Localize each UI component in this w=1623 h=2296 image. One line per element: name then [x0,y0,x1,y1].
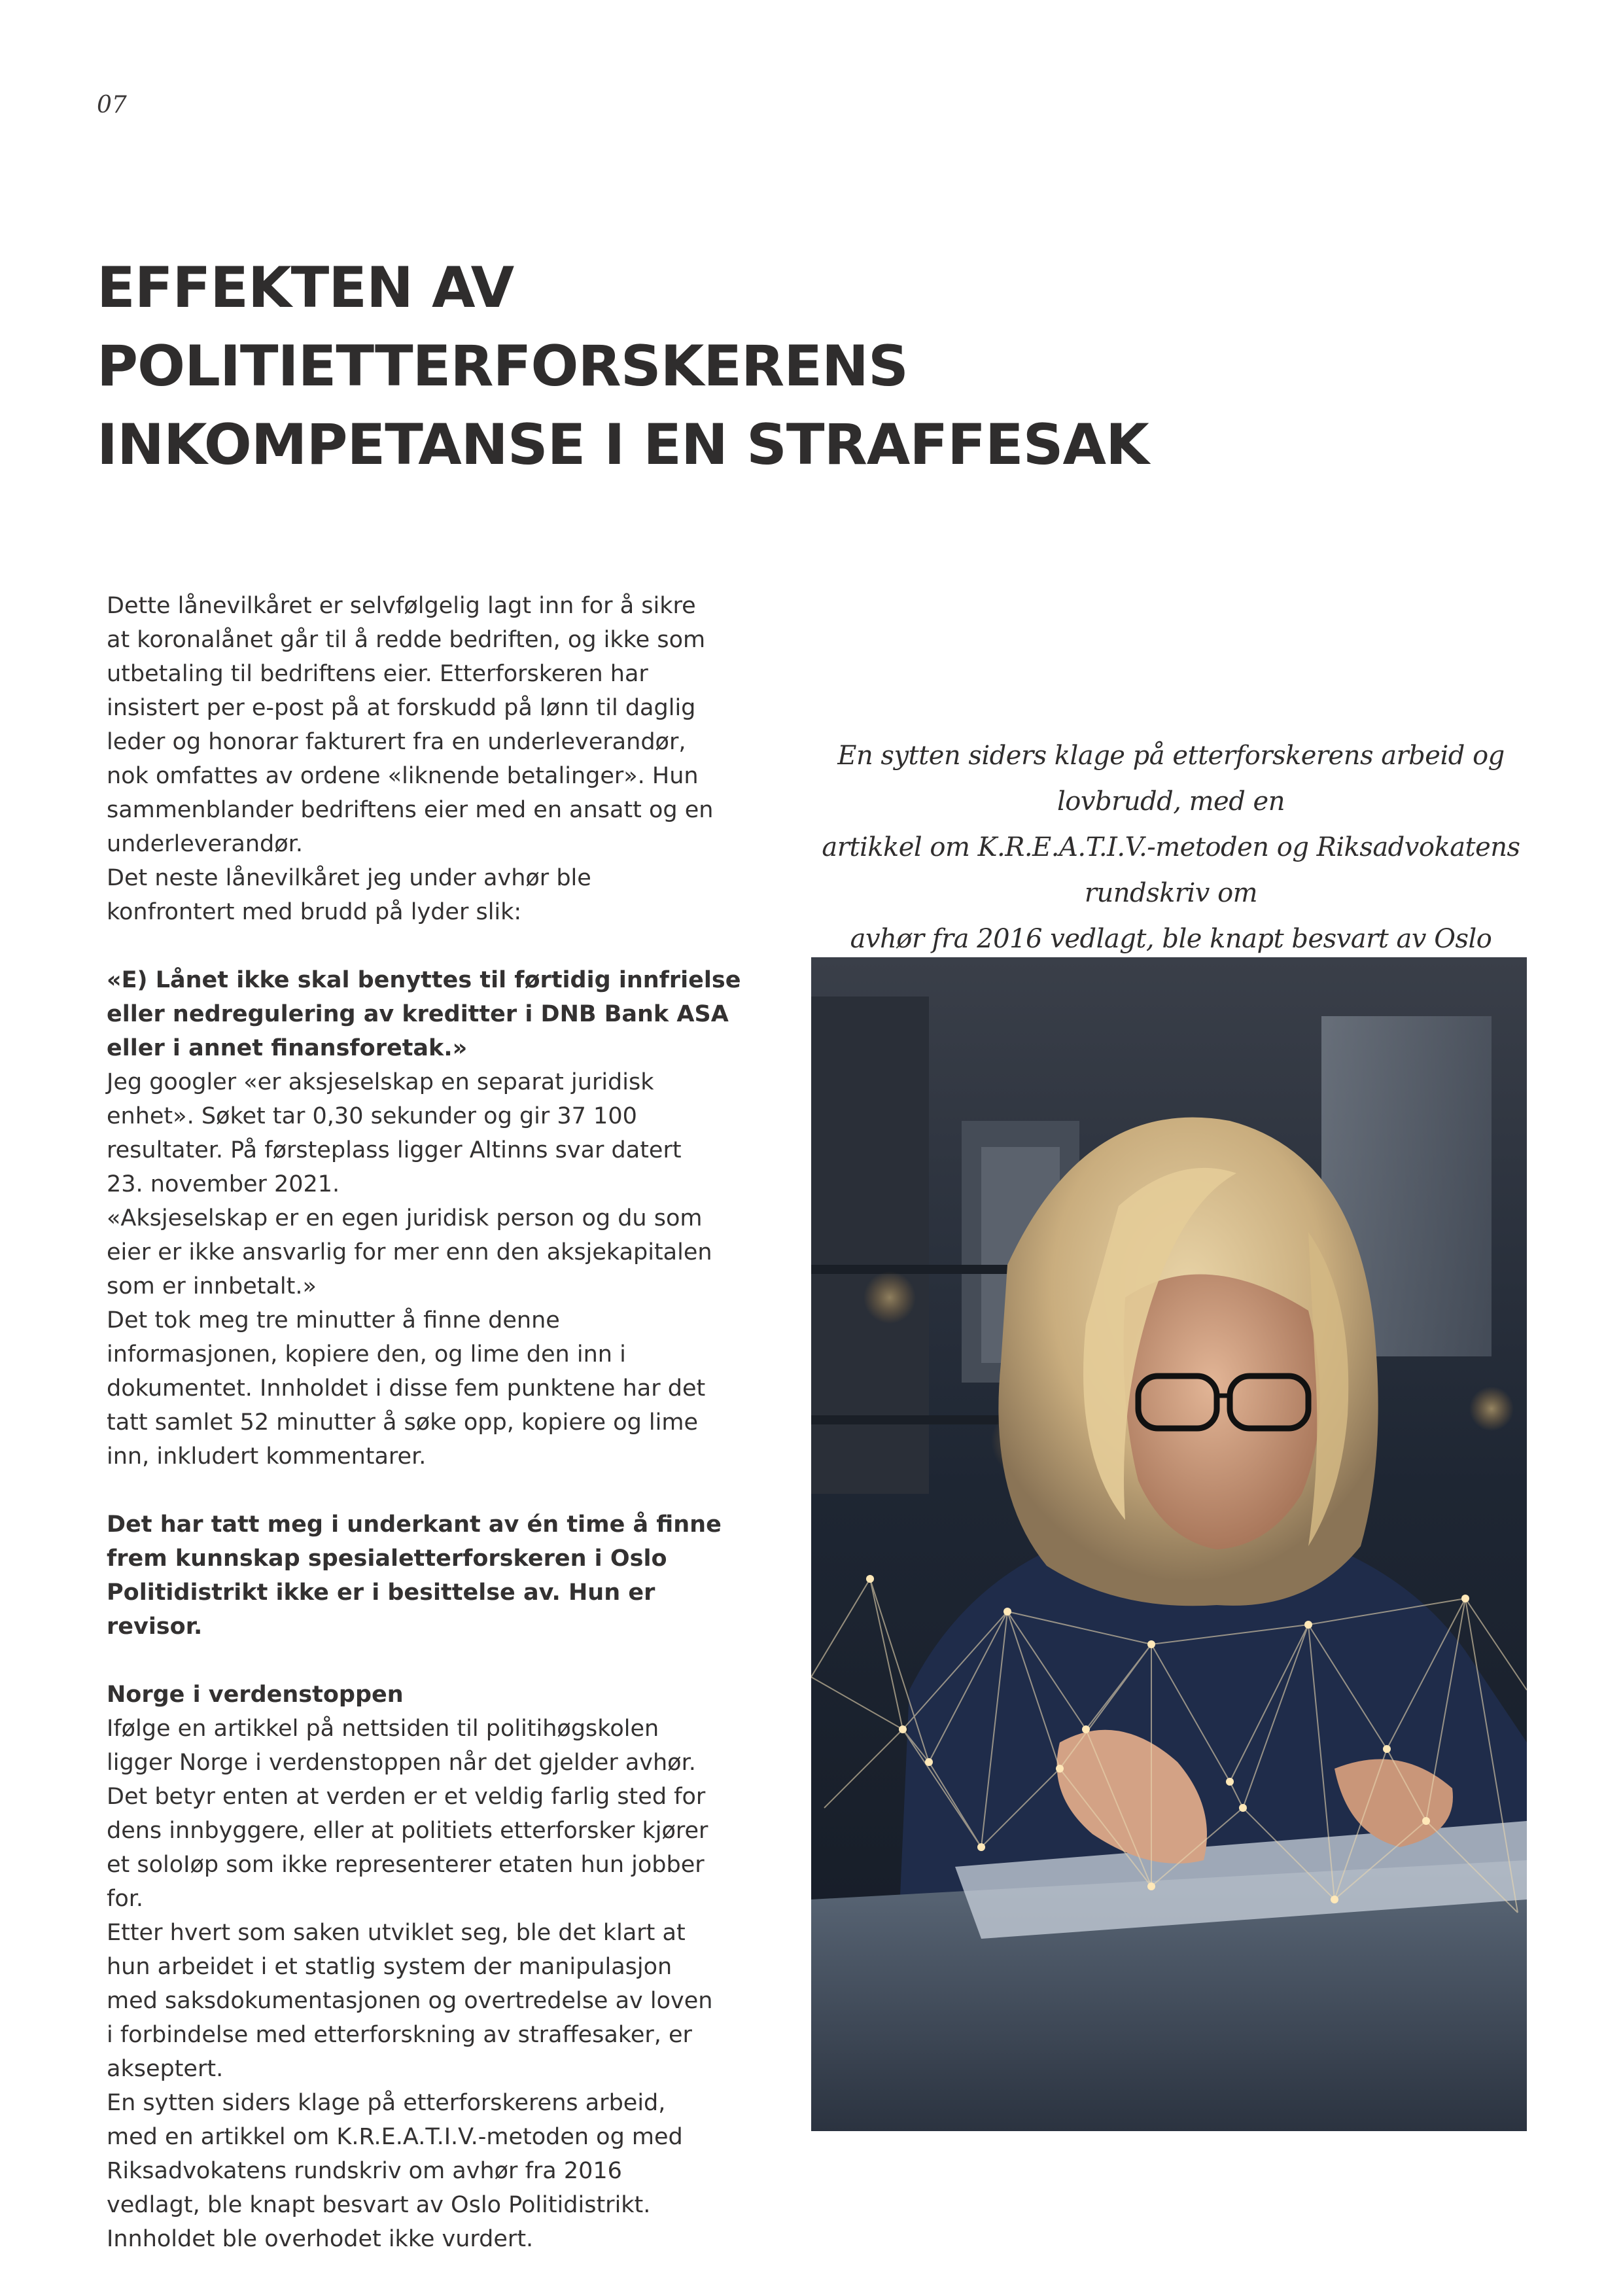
emphasis-line: Politidistrikt ikke er i besittelse av. Hun er revisor. [107,1580,655,1640]
body-line: som er innbetalt.» [107,1273,317,1299]
body-line: Det neste lånevilkåret jeg under avhør ble [107,865,591,891]
body-line: resultater. På førsteplass ligger Altinns svar datert [107,1137,682,1163]
body-line: Jeg googler «er aksjeselskap en separat juridisk [107,1069,654,1095]
body-line: dokumentet. Innholdet i disse fem punktene har det [107,1375,706,1402]
body-line: Etter hvert som saken utviklet seg, ble det klart at [107,1920,686,1946]
body-line: tatt samlet 52 minutter å søke opp, kopiere og lime [107,1409,698,1436]
body-line: informasjonen, kopiere den, og lime den inn i [107,1341,626,1368]
emphasis-line: Det har tatt meg i underkant av én time å finne [107,1511,722,1538]
body-line: inn, inkludert kommentarer. [107,1443,427,1470]
body-line: Ifølge en artikkel på nettsiden til politihøgskolen [107,1716,659,1742]
body-line: i forbindelse med etterforskning av straffesaker, er [107,2022,692,2048]
body-line: dens innbyggere, eller at politiets etterforsker kjører [107,1818,708,1844]
photo-woman-at-desk [811,957,1527,2131]
pull-quote-line: avhør fra 2016 vedlagt, ble knapt besvart av Oslo [850,924,1492,954]
section-heading: Norge i verdenstoppen [107,1682,404,1708]
body-line: Det betyr enten at verden er et veldig farlig sted for [107,1784,706,1810]
body-line: «Aksjeselskap er en egen juridisk person og du som [107,1205,703,1231]
page-number: 07 [97,92,127,118]
body-line: enhet». Søket tar 0,30 sekunder og gir 37 100 [107,1103,637,1129]
title-line: INKOMPETANSE I EN STRAFFESAK [97,412,1149,478]
quoted-condition: eller nedregulering av kreditter i DNB Bank ASA [107,1001,729,1027]
paragraph-gap [107,1644,748,1678]
body-line: akseptert. [107,2056,224,2082]
title-line: EFFEKTEN AV [97,255,514,321]
quoted-condition: «E) Lånet ikke skal benyttes til førtidig innfrielse [107,967,741,993]
body-line: hun arbeidet i et statlig system der manipulasjon [107,1954,672,1980]
body-line: eier er ikke ansvarlig for mer enn den aksjekapitalen [107,1239,712,1265]
body-line: konfrontert med brudd på lyder slik: [107,899,522,925]
body-line: leder og honorar fakturert fra en underleverandør, [107,729,686,755]
body-line: et soloIøp som ikke representerer etaten hun jobber [107,1852,705,1878]
body-line: Innholdet ble overhodet ikke vurdert. [107,2226,534,2252]
pull-quote-line: En sytten siders klage på etterforskerens arbeid og lovbrudd, med en [837,741,1505,817]
quoted-condition: eller i annet finansforetak.» [107,1035,468,1061]
body-line: utbetaling til bedriftens eier. Etterforskeren har [107,661,648,687]
pull-quote-line: artikkel om K.R.E.A.T.I.V.-metoden og Riksadvokatens rundskriv om [822,832,1520,908]
body-line: Dette lånevilkåret er selvfølgelig lagt inn for å sikre [107,593,696,619]
emphasis-line: frem kunnskap spesialetterforskeren i Oslo [107,1545,667,1572]
body-line: med saksdokumentasjonen og overtredelse av loven [107,1988,713,2014]
body-text [107,589,748,2256]
body-line: 23. november 2021. [107,1171,340,1197]
body-line: vedlagt, ble knapt besvart av Oslo Politidistrikt. [107,2192,651,2218]
body-line: ligger Norge i verdenstoppen når det gjelder avhør. [107,1750,696,1776]
body-line: Riksadvokatens rundskriv om avhør fra 2016 [107,2158,622,2184]
body-line: med en artikkel om K.R.E.A.T.I.V.-metoden og med [107,2124,683,2150]
paragraph-gap [107,1474,748,1508]
body-line: insistert per e-post på at forskudd på lønn til daglig [107,695,696,721]
body-line: sammenblander bedriftens eier med en ansatt og en [107,797,714,823]
body-line: nok omfattes av ordene «liknende betalinger». Hun [107,763,699,789]
body-line: underleverandør. [107,831,303,857]
paragraph-gap [107,929,748,963]
body-line: En sytten siders klage på etterforskerens arbeid, [107,2090,666,2116]
body-line: for. [107,1886,144,1912]
title-line: POLITIETTERFORSKERENS [97,334,908,399]
body-line: Det tok meg tre minutter å finne denne [107,1307,560,1333]
body-line: at koronalånet går til å redde bedriften, og ikke som [107,627,706,653]
article-title [97,249,1340,484]
